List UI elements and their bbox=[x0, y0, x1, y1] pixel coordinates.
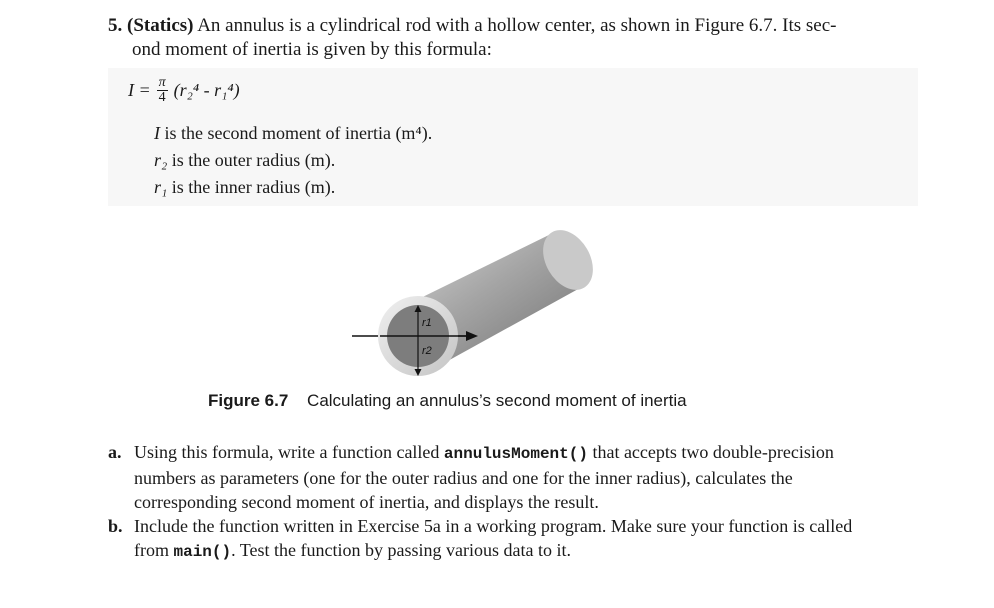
definition-text: is the inner radius (m). bbox=[171, 177, 336, 197]
problem-intro-line-1 bbox=[108, 14, 908, 38]
figure-caption-text: Calculating an annulus’s second moment of inertia bbox=[307, 391, 687, 410]
problem-topic: (Statics) bbox=[127, 15, 194, 36]
definition-item bbox=[154, 120, 432, 147]
definition-symbol: I bbox=[154, 123, 160, 143]
part-letter: a. bbox=[108, 442, 122, 462]
part-b-code: main() bbox=[173, 543, 232, 561]
formula-box bbox=[108, 68, 918, 206]
problem-number: 5. bbox=[108, 15, 123, 36]
figure-caption bbox=[208, 391, 687, 411]
definition-item bbox=[154, 147, 432, 174]
part-letter: b. bbox=[108, 516, 123, 536]
problem-statement bbox=[108, 14, 908, 62]
formula-fraction-denominator: 4 bbox=[158, 90, 166, 105]
r1-label: r1 bbox=[422, 317, 432, 329]
definition-symbol: r₂ bbox=[154, 150, 168, 170]
part-b-text-after: . Test the function by passing various data to it. bbox=[231, 540, 571, 560]
definition-symbol: r₁ bbox=[154, 177, 168, 197]
formula-lhs: I = bbox=[128, 80, 151, 100]
part-a-text-before: Using this formula, write a function called bbox=[134, 442, 444, 462]
formula-fraction bbox=[157, 76, 168, 105]
formula-rhs: (r₂⁴ - r₁⁴) bbox=[173, 80, 240, 100]
problem-intro-text-2: ond moment of inertia is given by this formula: bbox=[132, 39, 492, 60]
problem-intro-text-1: An annulus is a cylindrical rod with a hollow center, as shown in Figure 6.7. Its sec- bbox=[197, 15, 837, 36]
definition-item bbox=[154, 174, 432, 201]
exercise-parts bbox=[108, 440, 888, 564]
part-a-code: annulusMoment() bbox=[443, 445, 588, 463]
part-text bbox=[134, 514, 888, 564]
figure-caption-label: Figure 6.7 bbox=[208, 391, 289, 410]
definitions-list bbox=[154, 120, 432, 201]
part-a-text-after: that accepts two double-precision numbers as parameters (one for the outer radius and one for the inner radius), calculates the corresponding second moment of inertia, and displays the result. bbox=[134, 442, 834, 512]
formula bbox=[128, 76, 240, 105]
part-text bbox=[134, 440, 888, 514]
definition-text: is the outer radius (m). bbox=[171, 150, 336, 170]
part-b-text-before: Include the function written in Exercise 5a in a working program. Make sure your function is called from bbox=[134, 516, 853, 560]
r2-label: r2 bbox=[422, 345, 432, 357]
exercise-part-b bbox=[108, 514, 888, 564]
exercise-part-a bbox=[108, 440, 888, 514]
annulus-illustration bbox=[350, 220, 600, 380]
formula-fraction-numerator: π bbox=[158, 75, 166, 90]
definition-text: is the second moment of inertia (m⁴). bbox=[164, 123, 433, 143]
annulus-figure bbox=[350, 220, 600, 380]
